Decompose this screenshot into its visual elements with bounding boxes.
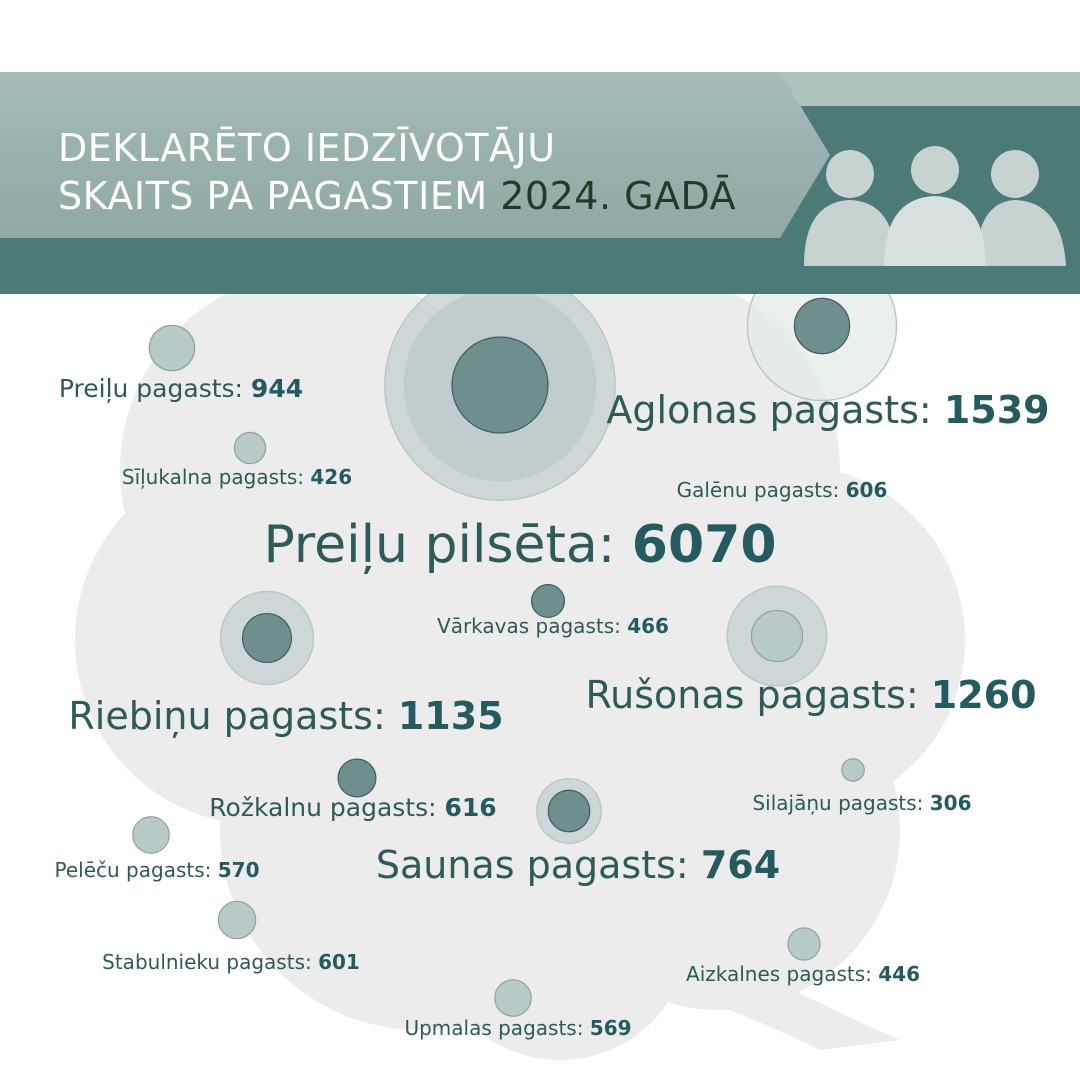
label-peleu-pagasts-name: Pelēču pagasts: xyxy=(54,858,212,882)
bubble-saunas-pagasts xyxy=(537,779,601,843)
sīļukalna-pagasts-bubble-mark xyxy=(234,432,265,463)
label-upmalas-pagasts-value: 569 xyxy=(589,1016,632,1040)
label-rozkalnu-pagasts-value: 616 xyxy=(444,793,497,822)
aglonas-pagasts-bubble-mark xyxy=(794,298,849,353)
label-upmalas-pagasts xyxy=(404,1016,631,1040)
vārkavas-pagasts-bubble-mark xyxy=(532,585,565,618)
label-galenu-pagasts-value: 606 xyxy=(845,478,888,502)
label-riebinu-pagasts-name: Riebiņu pagasts: xyxy=(68,694,386,738)
bubble-preilu-pagasts xyxy=(149,325,194,370)
label-preilu-pilseta xyxy=(263,515,776,575)
stabulnieku-pagasts-bubble-mark xyxy=(218,901,255,938)
bubble-stabulnieku-pagasts xyxy=(218,901,255,938)
label-preilu-pagasts-name: Preiļu pagasts: xyxy=(58,374,243,403)
bubble-riebinu-pagasts xyxy=(221,592,314,685)
label-preilu-pagasts-value: 944 xyxy=(250,374,304,403)
label-aizkalnes-pagasts xyxy=(686,962,920,986)
label-silajanu-pagasts-value: 306 xyxy=(929,791,972,815)
rušonas-pagasts-bubble-mark xyxy=(752,611,803,662)
chart-title xyxy=(58,124,736,220)
rožkalnu-pagasts-bubble-mark xyxy=(338,759,376,797)
label-riebinu-pagasts-value: 1135 xyxy=(397,694,504,738)
label-varkavas-pagasts-name: Vārkavas pagasts: xyxy=(437,614,621,638)
label-rusonas-pagasts xyxy=(585,673,1036,717)
preiļu-pilsēta-bubble-mark xyxy=(452,337,548,433)
label-peleu-pagasts-value: 570 xyxy=(217,858,260,882)
label-aizkalnes-pagasts-name: Aizkalnes pagasts: xyxy=(686,962,872,986)
bubble-silukalna-pagasts xyxy=(234,432,265,463)
label-preilu-pagasts xyxy=(59,374,303,403)
bubble-varkavas-pagasts xyxy=(532,585,565,618)
label-stabulnieku-pagasts xyxy=(102,950,360,974)
label-aglonas-pagasts xyxy=(606,388,1049,432)
label-silajanu-pagasts xyxy=(752,791,971,815)
label-aglonas-pagasts-value: 1539 xyxy=(943,388,1050,432)
bubble-aizkalnes-pagasts xyxy=(788,928,820,960)
preiļu-pagasts-bubble-mark xyxy=(149,325,194,370)
label-stabulnieku-pagasts-value: 601 xyxy=(318,950,360,974)
label-silajanu-pagasts-name: Silajāņu pagasts: xyxy=(752,791,924,815)
title-year: 2024. GADĀ xyxy=(500,174,737,218)
people-group-icon xyxy=(800,140,1070,270)
bubble-upmalas-pagasts xyxy=(495,980,531,1016)
label-rusonas-pagasts-value: 1260 xyxy=(930,673,1037,717)
bubble-peleu-pagasts xyxy=(133,817,169,853)
label-riebinu-pagasts xyxy=(68,694,503,738)
bubble-preilu-pilseta xyxy=(385,270,615,500)
header-banner xyxy=(0,0,1080,300)
label-silukalna-pagasts-value: 426 xyxy=(310,465,353,489)
bubble-rozkalnu-pagasts xyxy=(338,759,376,797)
pelēču-pagasts-bubble-mark xyxy=(133,817,169,853)
label-aizkalnes-pagasts-value: 446 xyxy=(878,962,920,986)
upmalas-pagasts-bubble-mark xyxy=(495,980,531,1016)
label-silukalna-pagasts-name: Sīļukalna pagasts: xyxy=(121,465,305,489)
label-preilu-pilseta-value: 6070 xyxy=(631,515,777,575)
label-saunas-pagasts-name: Saunas pagasts: xyxy=(375,843,689,887)
label-preilu-pilseta-name: Preiļu pilsēta: xyxy=(263,515,616,575)
label-saunas-pagasts xyxy=(376,843,780,887)
label-peleu-pagasts xyxy=(55,858,260,882)
label-rozkalnu-pagasts-name: Rožkalnu pagasts: xyxy=(209,793,437,822)
bubble-silajanu-pagasts xyxy=(842,759,864,781)
title-line-2: SKAITS PA PAGASTIEM xyxy=(58,174,488,218)
label-varkavas-pagasts xyxy=(437,614,669,638)
label-saunas-pagasts-value: 764 xyxy=(700,843,781,887)
label-upmalas-pagasts-name: Upmalas pagasts: xyxy=(404,1016,584,1040)
label-galenu-pagasts-name: Galēnu pagasts: xyxy=(676,478,840,502)
label-galenu-pagasts xyxy=(677,478,888,502)
riebiņu-pagasts-bubble-mark xyxy=(243,614,292,663)
label-silukalna-pagasts xyxy=(122,465,352,489)
title-line-1: DEKLARĒTO IEDZĪVOTĀJU xyxy=(58,126,556,170)
saunas-pagasts-bubble-mark xyxy=(548,790,590,832)
bubble-rusonas-pagasts xyxy=(727,586,826,685)
label-varkavas-pagasts-value: 466 xyxy=(627,614,669,638)
label-rusonas-pagasts-name: Rušonas pagasts: xyxy=(585,673,919,717)
silajāņu-pagasts-bubble-mark xyxy=(842,759,864,781)
label-aglonas-pagasts-name: Aglonas pagasts: xyxy=(606,388,932,432)
label-stabulnieku-pagasts-name: Stabulnieku pagasts: xyxy=(102,950,312,974)
label-rozkalnu-pagasts xyxy=(209,793,496,822)
aizkalnes-pagasts-bubble-mark xyxy=(788,928,820,960)
